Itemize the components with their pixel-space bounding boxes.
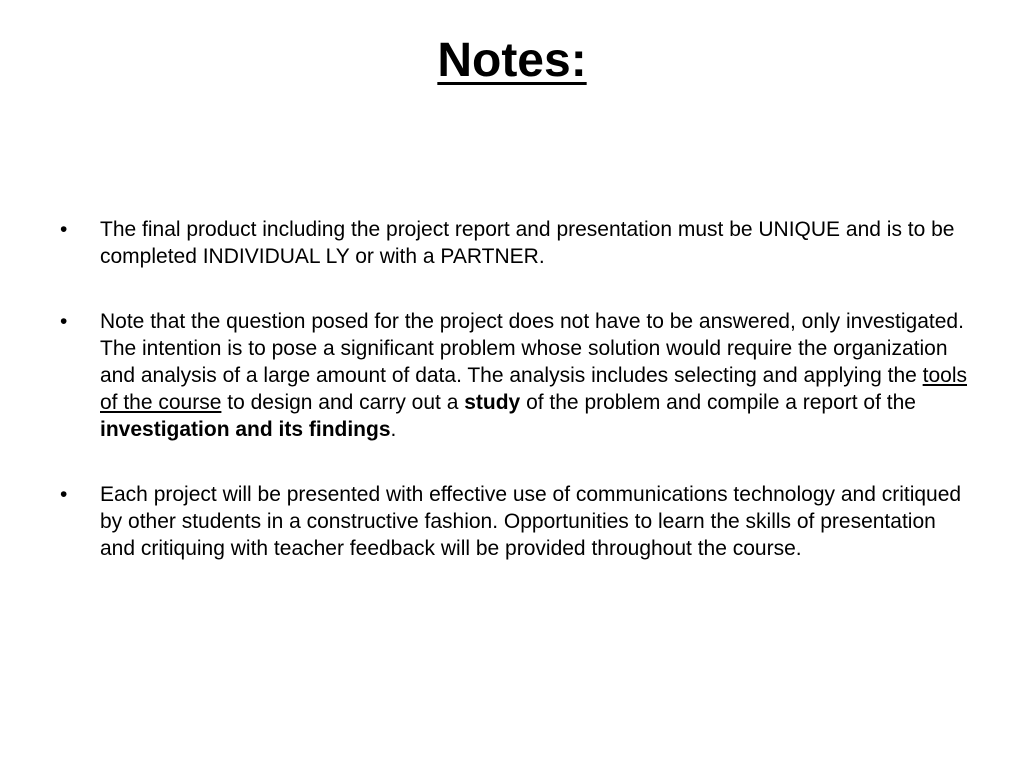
bold-study: study — [464, 391, 521, 414]
bullet-dot-icon: • — [60, 218, 68, 241]
bullet-item-2 — [60, 308, 975, 443]
bullet-text-part3: of the problem and compile a report of the — [520, 391, 916, 414]
bullet-dot-icon: • — [60, 310, 68, 333]
bold-investigation-findings: investigation and its findings — [100, 418, 391, 441]
tools-of-the-course-link[interactable]: tools of the course — [100, 364, 967, 414]
bullet-text: The final product including the project report and presentation must be UNIQUE and is to be completed INDIVIDUAL LY or with a PARTNER. — [100, 218, 955, 268]
slide-title — [0, 30, 1024, 92]
bullet-text-part2: to design and carry out a — [221, 391, 465, 414]
bullet-dot-icon: • — [60, 483, 68, 506]
bullet-item-1 — [60, 216, 975, 270]
bullet-list — [60, 216, 975, 600]
bullet-text: Each project will be presented with effective use of communications technology and critiqued by other students in a constructive fashion. Opportunities to learn the skills of presentation and critiquing with teacher feedback will be provided throughout the course. — [100, 483, 962, 560]
bullet-item-3 — [60, 481, 975, 562]
slide-title-text: Notes: — [437, 34, 587, 87]
bullet-text-part1: Note that the question posed for the project does not have to be answered, only investigated. The intention is to pose a significant problem whose solution would require the organization and analysis of a large amount of data. The analysis includes selecting and applying the — [100, 310, 964, 387]
bullet-text-part4: . — [390, 418, 397, 441]
